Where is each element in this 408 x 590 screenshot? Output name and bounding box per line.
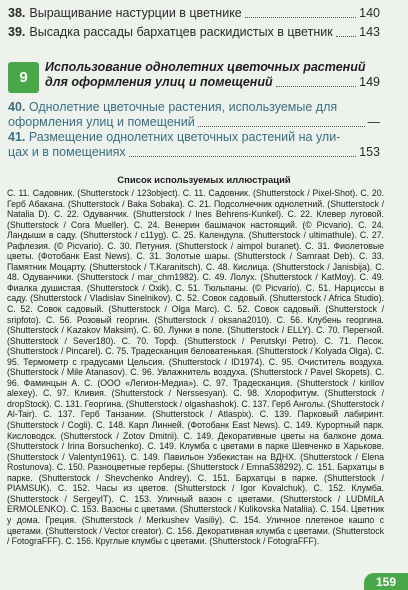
toc-title-cont: цах и в помещениях xyxy=(8,145,126,159)
toc-page: 153 xyxy=(359,145,380,159)
leader-dots xyxy=(276,86,357,87)
toc-number: 41. xyxy=(8,130,26,144)
leader-dots xyxy=(245,17,356,18)
leader-dots xyxy=(129,156,356,157)
leader-dots xyxy=(198,126,365,127)
toc-title: Выращивание настурции в цветнике xyxy=(29,6,242,20)
toc-row-38[interactable] xyxy=(8,6,380,21)
toc-row-40[interactable] xyxy=(8,100,380,130)
page-number-badge: 159 xyxy=(364,573,408,590)
illustrations-credits: С. 11. Садовник. (Shutterstock / 123object). С. 11. Садовник. (Shutterstock / Pixel-Shot). С. 20. Герб Абакана. (Shutterstock / Baka Sobaka). С. 21. Подсолнечник однолетний. (Shutterstock / Natalia D). С. 22. Одуванчик. (Shutterstock / Ines Behrens-Kunkel). С. 22. Клевер луговой. (Shutterstock / Cora Mueller). С. 24. Венерин башмачок настоящий. (© Picvario). С. 24. Ландыши в саду. (Shutterstock / c11yg). С. 25. Календула. (Shutterstock / ultimathule). С. 27. Рафлезия. (© Picvario). С. 30. Петуния. (Shutterstock / aimpol buranet). С. 31. Фиолетовые цветы. (Фотобанк East News). С. 31. Золотые шары. (Shutterstock / Samraat Deb). С. 33. Памятник Моцарту. (Shutterstock / T.Karanitsch). С. 48. Кислица. (Shutterstock / Janisbija). С. 48. Одуванчики. (Shutterstock / mar_chm1982). С. 49. Лолух. (Shutterstock / KatMoy). С. 49. Фиалка душистая. (Shutterstock / Oxik). С. 51. Тюльпаны. (© Picvario). С. 51. Нарциссы в саду. (Shutterstock / Vladislav Sinelnikov). С. 52. Совок садовый. (Shutterstock / Africa Studio). С. 52. Совок садовый. (Shutterstock / Olga Marc). С. 52. Совок садовый. (Shutterstock / sripfoto). С. 56. Розовый георгин. (Shutterstock / oksana2010). С. 56. Клубень георгина. (Shutterstock / Kazakov Maksim). С. 60. Лунки в поле. (Shutterstock / ELLY). С. 70. Перегной. (Shutterstock / Sever180). С. 70. Торф. (Shutterstock / Perutskyi Petro). С. 71. Песок. (Shutterstock / Pincarel). С. 75. Традесканция беловатенькая. (Shutterstock / Kolyada Olga). С. 95. Термометр с градусами Цельсия. (Shutterstock / ID1974). С. 95. Очиститель воздуха. (Shutterstock / Mile Atanasov). С. 96. Увлажнитель воздуха. (Shutterstock / Pavel Skopets). С. 96. Фаминцын А. С. (ООО «Легион-Медиа»). С. 97. Традесканция. (Shutterstock / kirillov alexey). С. 97. Кливия. (Shutterstock / Nerssesyan). С. 98. Хлорофитум. (Shutterstock / dropStock). С. 131. Георгина. (Shutterstock / olgashashok). С. 137. Герб Анголы. (Shutterstock / Al-Tair). С. 137. Герб Танзании. (Shutterstock / Atlaspix). С. 139. Парковый лабиринт. (Shutterstock / Cogli). С. 148. Карл Линней. (Фотобанк East News). С. 149. Курортный парк. Кисловодск. (Shutterstock / Zotov Dmitrii). С. 149. Декоративные цветы на балконе дома. (Shutterstock / Irina Borsuchenko). С. 149. Клумба с цветами в парке Шевченко в Харькове. (Shutterstock / Valentyn1961). С. 149. Павильон Узбекистан на ВДНХ. (Shutterstock / Elena Rostunova). С. 150. Разноцветные герберы. (Shutterstock / Emna538292). С. 151. Бархатцы в парке. (Shutterstock / Shevchenko Andrey). С. 151. Бархатцы в парке. (Shutterstock / PIAMSUK). С. 152. Часы из цветов. (Shutterstock / Igor Kovalchuk). С. 152. Клумба. (Shutterstock / SergeyIT). С. 153. Уличный вазон с цветами. (Shutterstock / LUDMILA ERMOLENKO). С. 153. Вазоны с цветами. (Shutterstock / Kulikovska Nataliia). С. 154. Цветник у дома. Греция. (Shutterstock / Merkushev Vasiliy). С. 154. Уличное плетеное кашпо с цветами. (Shutterstock / Vector creator). С. 156. Декоративная клумба с цветами. (Shutterstock / FotograFFF). С. 156. Круглые клумбы с цветами. (Shutterstock / FotograFFF). xyxy=(7,188,384,547)
toc-row-line2 xyxy=(8,115,380,130)
leader-dots xyxy=(336,36,356,37)
toc-row-41[interactable] xyxy=(8,130,380,160)
toc-title: Высадка рассады бархатцев раскидистых в цветник xyxy=(29,25,333,39)
toc-title-cont: оформления улиц и помещений xyxy=(8,115,195,129)
table-of-contents xyxy=(8,6,380,40)
toc-page: — xyxy=(367,115,380,129)
toc-row-line1 xyxy=(8,100,380,115)
toc-row-line2 xyxy=(8,145,380,160)
toc-page: 149 xyxy=(359,75,380,89)
toc-page: 140 xyxy=(359,6,380,20)
toc-page: 143 xyxy=(359,25,380,39)
toc-title: Однолетние цветочные растения, используемые для xyxy=(28,100,338,114)
chapter-title-line2-row xyxy=(45,75,380,90)
toc-number: 39. xyxy=(8,25,26,39)
toc-chapter-9[interactable] xyxy=(8,60,380,97)
chapter-title-line2: для оформления улиц и помещений xyxy=(45,75,273,89)
illustrations-heading: Список используемых иллюстраций xyxy=(117,175,291,186)
toc-title: Размещение однолетних цветочных растений на ули- xyxy=(28,130,341,144)
chapter-number-badge: 9 xyxy=(8,62,39,93)
toc-row-39[interactable] xyxy=(8,25,380,40)
toc-number: 40. xyxy=(8,100,26,114)
toc-row-line1 xyxy=(8,130,380,145)
toc-number: 38. xyxy=(8,6,26,20)
chapter-title-line1: Использование однолетних цветочных растений xyxy=(45,60,366,74)
chapter-title xyxy=(45,60,380,90)
